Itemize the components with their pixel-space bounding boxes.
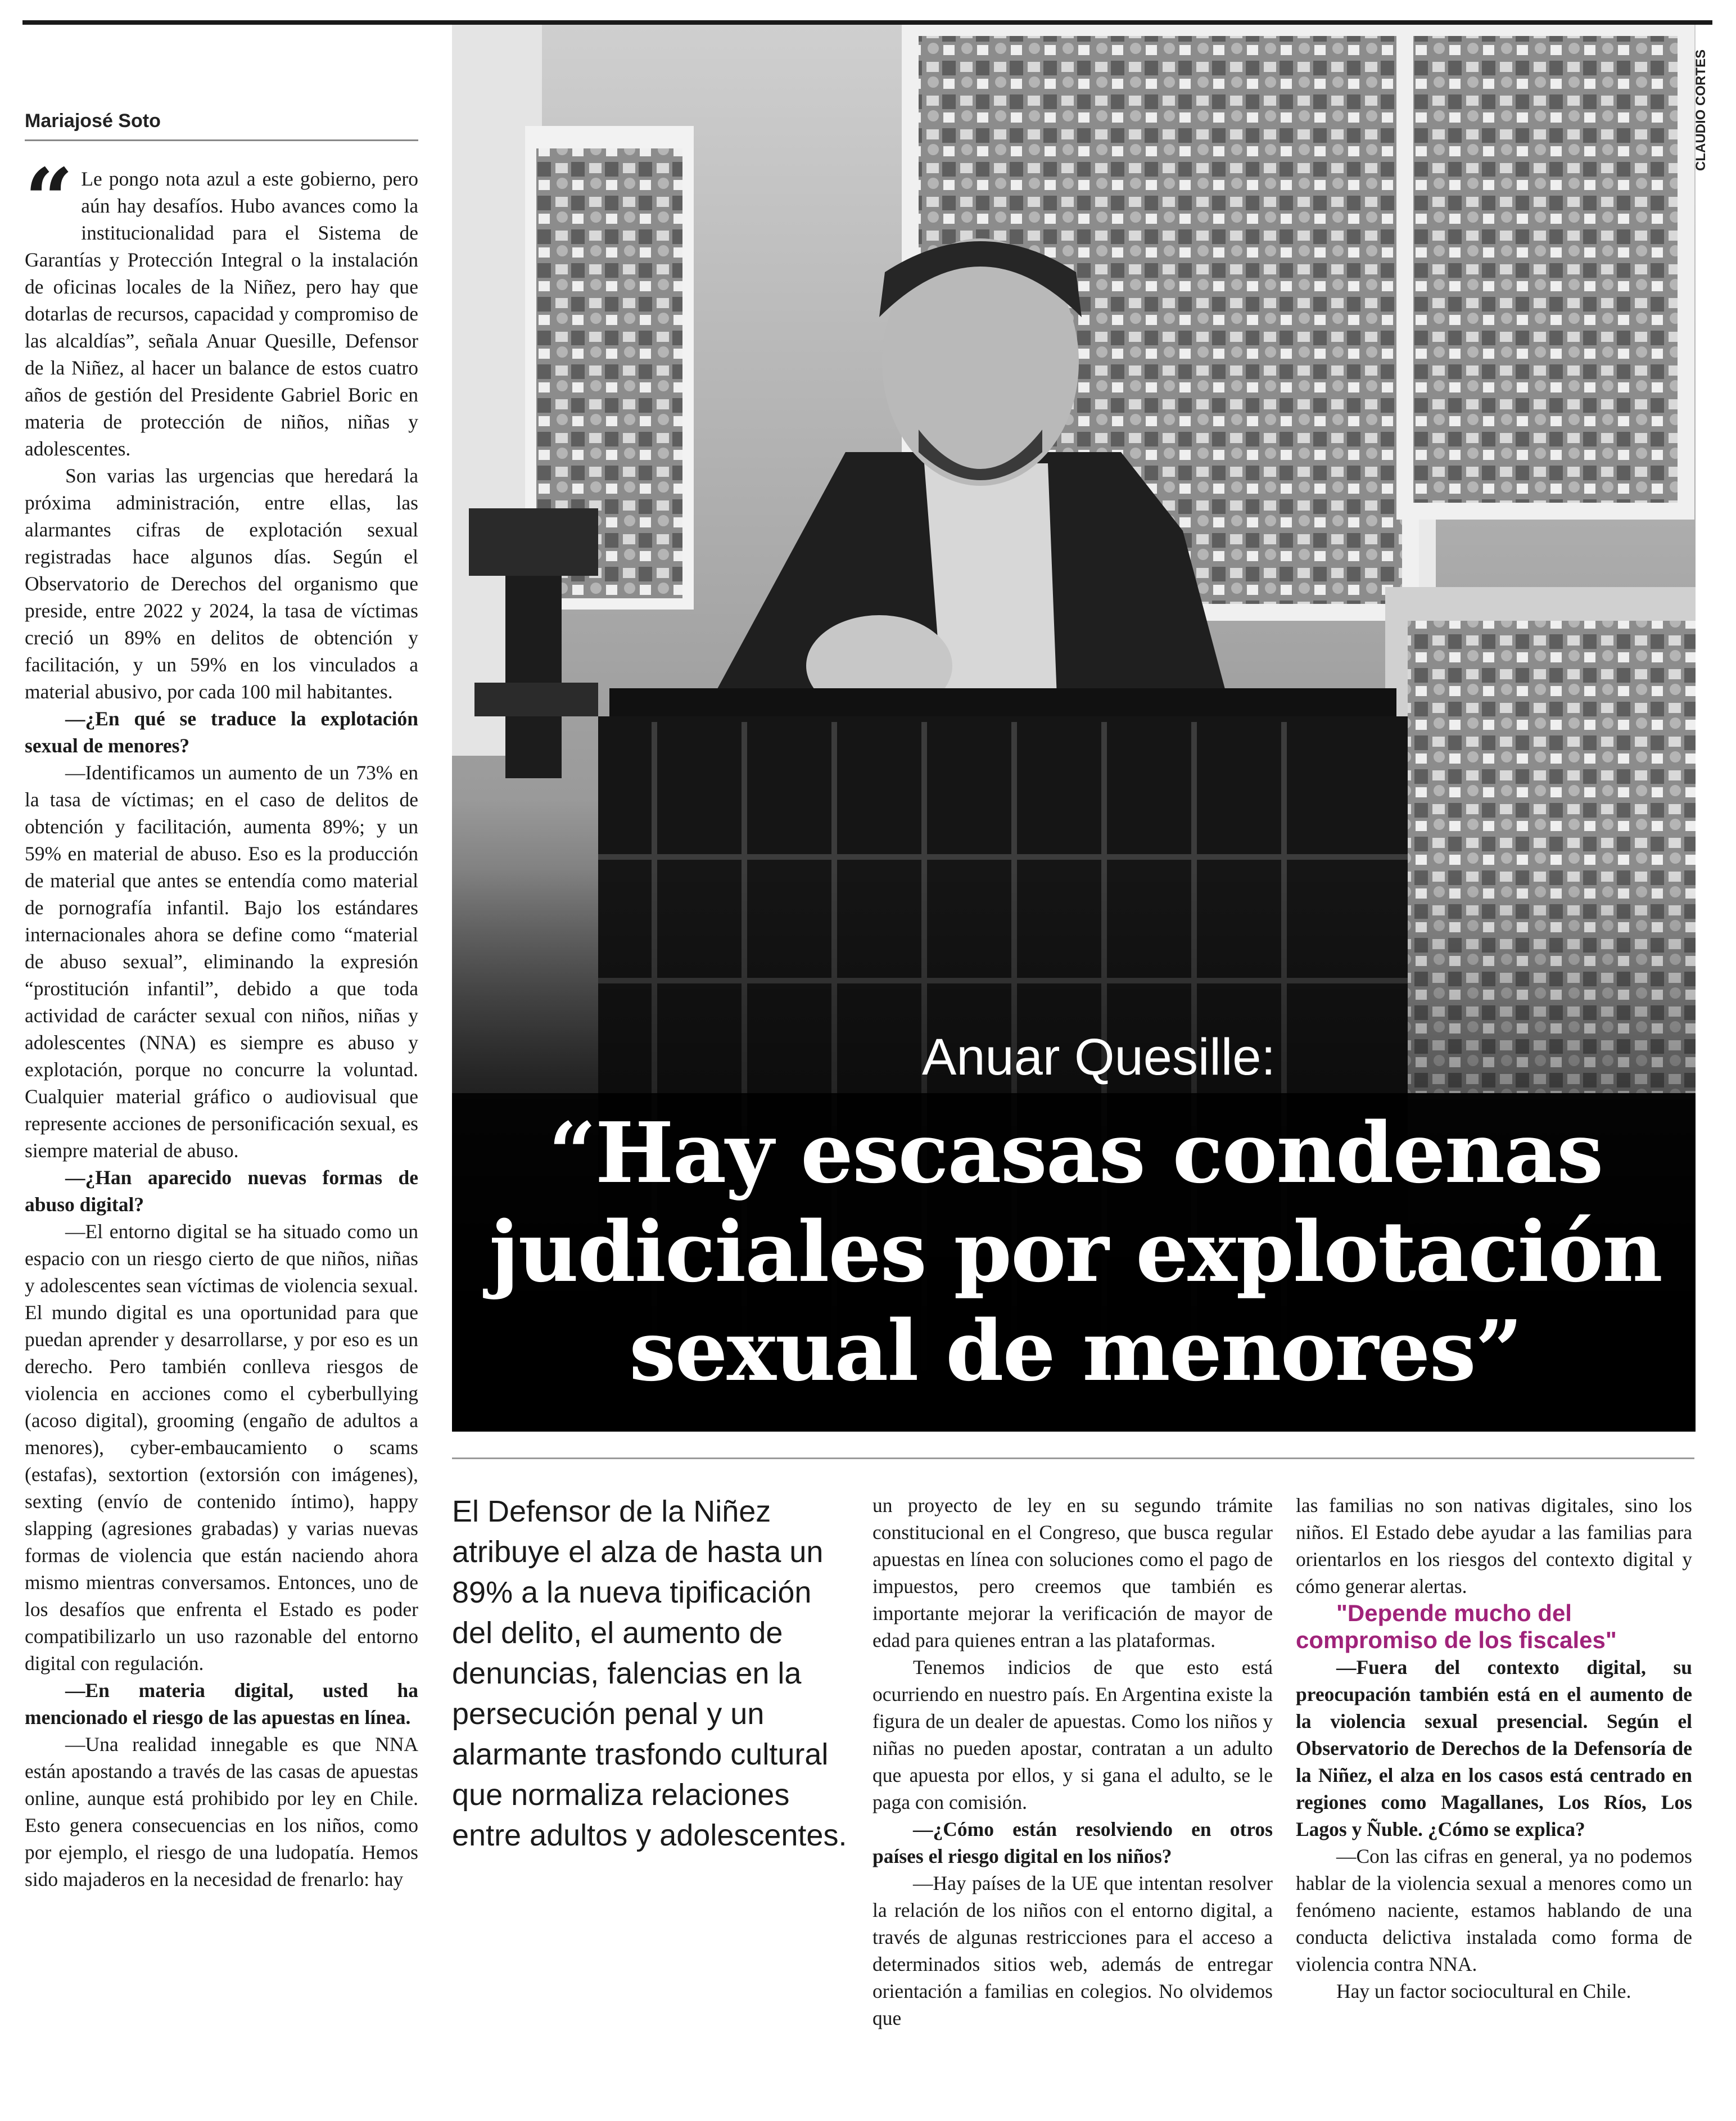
- byline-divider: [25, 139, 418, 141]
- body-paragraph: las familias no son nativas digitales, sino los niños. El Estado debe ayudar a las familias para orientarlos en los riesgos del contexto digital y cómo generar alertas.: [1296, 1494, 1692, 1597]
- interview-question: —En materia digital, usted ha mencionado el riesgo de las apuestas en línea.: [25, 1679, 418, 1729]
- headline: “Hay escasas condenas judiciales por explotación sexual de menores”: [489, 1104, 1662, 1400]
- interview-question: —¿Cómo están resolviendo en otros países el riesgo digital en los niños?: [872, 1818, 1273, 1867]
- body-paragraph: —Identificamos un aumento de un 73% en la tasa de víctimas; en el caso de delitos de obtención y facilitación, aumenta 89%; y un 59% en material de abuso. Eso es la producción de material que antes se entendía como material de pornografía infantil. Bajo los estándares internacionales ahora se define como “material de abuso sexual”, eliminando la expresión “prostitución infantil”, debido a que toda actividad de carácter sexual con niños, niñas y adolescentes (NNA) es siempre es abuso y explotación, porque no concurre la voluntad. Cualquier material gráfico o audiovisual que represente acciones de personificación sexual, es siempre material de abuso.: [25, 761, 418, 1162]
- body-paragraph: Tenemos indicios de que esto está ocurriendo en nuestro país. En Argentina existe la figura de un dealer de apuestas. Como los niños y niñas no pueden apostar, contratan a un adulto que apuesta por ellos, y si gana el adulto, se le paga con comisión.: [872, 1656, 1273, 1813]
- interview-question: —Fuera del contexto digital, su preocupación también está en el aumento de la violencia sexual presencial. Según el Observatorio de Derechos de la Defensoría de la Niñez, el alza en los casos está centrado en regiones como Magallanes, Los Ríos, Los Lagos y Ñuble. ¿Cómo se explica?: [1296, 1656, 1692, 1840]
- lead-paragraph: [25, 150, 418, 462]
- body-paragraph: —Con las cifras en general, ya no podemos hablar de la violencia sexual a menores como un fenómeno naciente, estamos hablando de una conducta delictiva instalada como forma de violencia contra NNA.: [1296, 1845, 1692, 1975]
- body-paragraph: Son varias las urgencias que heredará la próxima administración, entre ellas, las alarmantes cifras de explotación sexual registradas hace algunos días. Según el Observatorio de Derechos del organismo que preside, entre 2022 y 2024, la tasa de víctimas creció un 89% en delitos de obtención y facilitación, y un 59% en los vinculados a material abusivo, por cada 100 mil habitantes.: [25, 464, 418, 703]
- body-paragraph: —Hay países de la UE que intentan resolver la relación de los niños con el entorno digital, a través de algunas restricciones para el acceso a determinados sitios web, además de entregar orientación a familias en colegios. No olvidemos que: [872, 1872, 1273, 2029]
- photo-credit: CLAUDIO CORTES: [1693, 49, 1708, 171]
- top-rule: [22, 20, 1712, 25]
- body-paragraph: Hay un factor sociocultural en Chile.: [1336, 1980, 1631, 2002]
- lead-text: Le pongo nota azul a este gobierno, pero aún hay desafíos. Hubo avances como la institucionalidad para el Sistema de Garantías y Protección Integral o la instalación de oficinas locales de la Niñez, pero hay que dotarlas de recursos, capacidad y compromiso de las alcaldías”, señala Anuar Quesille, Defensor de la Niñez, al hacer un balance de estos cuatro años de gestión del Presidente Gabriel Boric en materia de protección de niños, niñas y adolescentes.: [25, 168, 418, 460]
- body-paragraph: —El entorno digital se ha situado como un espacio con un riesgo cierto de que niños, niñas y adolescentes sean víctimas de violencia sexual. El mundo digital es una oportunidad para que puedan aprender y desarrollarse, y por eso es un derecho. Pero también conlleva riesgos de violencia en acciones como el cyberbullying (acoso digital), grooming (engaño de adultos a menores), cyber-embaucamiento o scams (estafas), sextortion (extorsión con imágenes), sexting (envío de contenido íntimo), happy slapping (agresiones grabadas) y varias nuevas formas de violencia que están naciendo ahora mismo mientras conversamos. Entonces, uno de los desafíos que enfrenta el Estado es poder compatibilizarlo un uso razonable del entorno digital con regulación.: [25, 1220, 418, 1675]
- article-column-1: [25, 150, 418, 1893]
- interview-question: —¿En qué se traduce la explotación sexual de menores?: [25, 707, 418, 757]
- opening-quote-mark: “: [25, 150, 74, 249]
- section-subhead: "Depende mucho del compromiso de los fiscales": [1296, 1600, 1617, 1653]
- byline: Mariajosé Soto: [25, 110, 161, 132]
- headline-kicker: Anuar Quesille:: [922, 1028, 1276, 1086]
- interview-question: —¿Han aparecido nuevas formas de abuso digital?: [25, 1166, 418, 1216]
- article-column-3: [872, 1492, 1273, 2032]
- body-paragraph: un proyecto de ley en su segundo trámite constitucional en el Congreso, que busca regular apuestas en línea con soluciones como el pago de impuestos, pero creemos que también es importante mejorar la verificación de mayor de edad para quienes entran a las plataformas.: [872, 1494, 1273, 1651]
- article-column-4: [1296, 1492, 1692, 2005]
- pullquote: El Defensor de la Niñez atribuye el alza de hasta un 89% a la nueva tipificación del delito, el aumento de denuncias, falencias en la persecución penal y un alarmante trasfondo cultural que normaliza relaciones entre adultos y adolescentes.: [452, 1495, 847, 1852]
- section-divider: [452, 1457, 1694, 1459]
- body-paragraph: —Una realidad innegable es que NNA están apostando a través de las casas de apuestas online, aunque está prohibido por ley en Chile. Esto genera consecuencias en los niños, como por ejemplo, el riesgo de una ludopatía. Hemos sido majaderos en la necesidad de frenarlo: hay: [25, 1733, 418, 1890]
